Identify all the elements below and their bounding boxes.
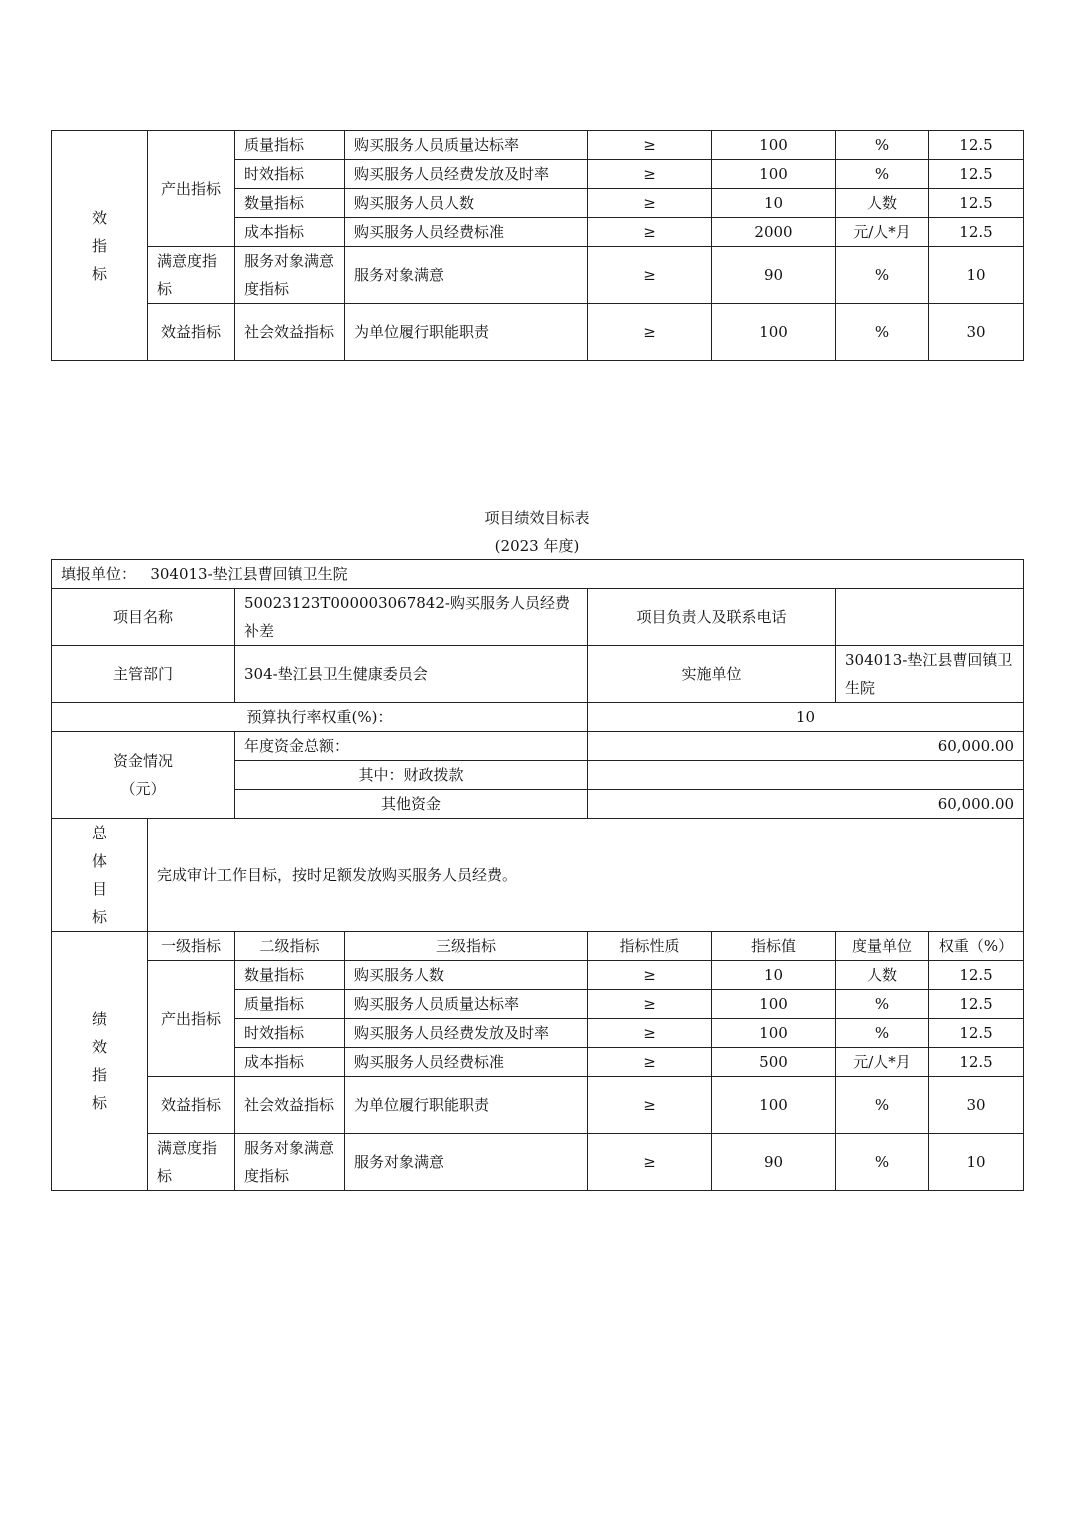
unit-cell: % <box>836 1134 929 1191</box>
document-year: (2023 年度) <box>494 537 580 555</box>
level3-cell: 购买服务人员质量达标率 <box>345 131 588 160</box>
level3-cell: 购买服务人员质量达标率 <box>345 990 588 1019</box>
weight-cell: 12.5 <box>929 990 1024 1019</box>
level2-cell: 社会效益指标 <box>235 304 345 361</box>
header-unit: 度量单位 <box>836 932 929 961</box>
level3-cell: 购买服务人员经费标准 <box>345 218 588 247</box>
level2-cell: 数量指标 <box>235 961 345 990</box>
level1-satisfaction: 满意度指标 <box>148 247 235 304</box>
budget-rate-label: 预算执行率权重(%)： <box>52 703 588 732</box>
value-cell: 500 <box>712 1048 836 1077</box>
header-l3: 三级指标 <box>345 932 588 961</box>
fill-unit-label: 填报单位： <box>61 565 137 583</box>
project-name-value: 50023123T000003067842-购买服务人员经费补差 <box>235 589 588 646</box>
weight-cell: 12.5 <box>929 189 1024 218</box>
project-performance-table <box>51 559 1024 1191</box>
level2-cell: 社会效益指标 <box>235 1077 345 1134</box>
nature-cell: ≥ <box>588 247 712 304</box>
level2-cell: 时效指标 <box>235 160 345 189</box>
level3-cell: 购买服务人员经费发放及时率 <box>345 160 588 189</box>
value-cell: 90 <box>712 247 836 304</box>
weight-cell: 12.5 <box>929 1019 1024 1048</box>
unit-cell: % <box>836 1019 929 1048</box>
value-cell: 90 <box>712 1134 836 1191</box>
unit-cell: % <box>836 1077 929 1134</box>
level3-cell: 购买服务人员经费标准 <box>345 1048 588 1077</box>
weight-cell: 12.5 <box>929 160 1024 189</box>
level2-cell: 成本指标 <box>235 218 345 247</box>
level3-cell: 为单位履行职能职责 <box>345 1077 588 1134</box>
value-cell: 100 <box>712 304 836 361</box>
impl-unit-value: 304013-垫江县曹回镇卫生院 <box>836 646 1024 703</box>
level2-cell: 数量指标 <box>235 189 345 218</box>
other-funds-label: 其他资金 <box>235 790 588 819</box>
document-title: 项目绩效目标表 <box>484 509 590 527</box>
level2-cell: 质量指标 <box>235 990 345 1019</box>
nature-cell: ≥ <box>588 1134 712 1191</box>
fill-unit-row <box>52 560 1024 589</box>
unit-cell: % <box>836 304 929 361</box>
weight-cell: 10 <box>929 247 1024 304</box>
weight-cell: 30 <box>929 1077 1024 1134</box>
header-value: 指标值 <box>712 932 836 961</box>
weight-cell: 12.5 <box>929 1048 1024 1077</box>
group-label-effect: 效 指 标 <box>52 131 148 361</box>
budget-rate-value: 10 <box>588 703 1024 732</box>
fiscal-value <box>588 761 1024 790</box>
nature-cell: ≥ <box>588 218 712 247</box>
value-cell: 100 <box>712 990 836 1019</box>
weight-cell: 12.5 <box>929 961 1024 990</box>
value-cell: 100 <box>712 1019 836 1048</box>
annual-total-value: 60,000.00 <box>588 732 1024 761</box>
fill-unit-value: 304013-垫江县曹回镇卫生院 <box>150 565 348 583</box>
header-nature: 指标性质 <box>588 932 712 961</box>
nature-cell: ≥ <box>588 160 712 189</box>
value-cell: 10 <box>712 189 836 218</box>
level3-cell: 服务对象满意 <box>345 247 588 304</box>
weight-cell: 10 <box>929 1134 1024 1191</box>
unit-cell: 元/人*月 <box>836 1048 929 1077</box>
level3-cell: 为单位履行职能职责 <box>345 304 588 361</box>
fiscal-label: 其中：财政拨款 <box>235 761 588 790</box>
level1-output: 产出指标 <box>148 131 235 247</box>
level2-cell: 服务对象满意度指标 <box>235 1134 345 1191</box>
header-l2: 二级指标 <box>235 932 345 961</box>
unit-cell: 人数 <box>836 189 929 218</box>
unit-cell: % <box>836 990 929 1019</box>
header-l1: 一级指标 <box>148 932 235 961</box>
header-weight: 权重（%） <box>929 932 1024 961</box>
annual-total-label: 年度资金总额： <box>235 732 588 761</box>
value-cell: 100 <box>712 131 836 160</box>
level1-satisfaction: 满意度指标 <box>148 1134 235 1191</box>
level2-cell: 时效指标 <box>235 1019 345 1048</box>
overall-goal-text: 完成审计工作目标，按时足额发放购买服务人员经费。 <box>148 819 1024 932</box>
unit-cell: 元/人*月 <box>836 218 929 247</box>
nature-cell: ≥ <box>588 304 712 361</box>
unit-cell: % <box>836 160 929 189</box>
nature-cell: ≥ <box>588 189 712 218</box>
level3-cell: 购买服务人员人数 <box>345 189 588 218</box>
other-funds-value: 60,000.00 <box>588 790 1024 819</box>
nature-cell: ≥ <box>588 961 712 990</box>
dept-value: 304-垫江县卫生健康委员会 <box>235 646 588 703</box>
unit-cell: % <box>836 131 929 160</box>
level1-benefit: 效益指标 <box>148 304 235 361</box>
perf-indicator-label: 绩 效 指 标 <box>52 932 148 1191</box>
value-cell: 2000 <box>712 218 836 247</box>
level2-cell: 质量指标 <box>235 131 345 160</box>
level3-cell: 服务对象满意 <box>345 1134 588 1191</box>
nature-cell: ≥ <box>588 131 712 160</box>
level3-cell: 购买服务人数 <box>345 961 588 990</box>
level2-cell: 服务对象满意度指标 <box>235 247 345 304</box>
funds-label: 资金情况 （元） <box>52 732 235 819</box>
unit-cell: % <box>836 247 929 304</box>
project-lead-value <box>836 589 1024 646</box>
nature-cell: ≥ <box>588 990 712 1019</box>
weight-cell: 12.5 <box>929 218 1024 247</box>
level1-benefit: 效益指标 <box>148 1077 235 1134</box>
project-lead-label: 项目负责人及联系电话 <box>588 589 836 646</box>
overall-goal-label: 总 体 目 标 <box>52 819 148 932</box>
project-name-label: 项目名称 <box>52 589 235 646</box>
impl-unit-label: 实施单位 <box>588 646 836 703</box>
value-cell: 100 <box>712 160 836 189</box>
nature-cell: ≥ <box>588 1019 712 1048</box>
value-cell: 10 <box>712 961 836 990</box>
dept-label: 主管部门 <box>52 646 235 703</box>
level3-cell: 购买服务人员经费发放及时率 <box>345 1019 588 1048</box>
nature-cell: ≥ <box>588 1077 712 1134</box>
value-cell: 100 <box>712 1077 836 1134</box>
weight-cell: 12.5 <box>929 131 1024 160</box>
weight-cell: 30 <box>929 304 1024 361</box>
unit-cell: 人数 <box>836 961 929 990</box>
level2-cell: 成本指标 <box>235 1048 345 1077</box>
performance-table-continued <box>51 130 1024 361</box>
nature-cell: ≥ <box>588 1048 712 1077</box>
level1-output: 产出指标 <box>148 961 235 1077</box>
